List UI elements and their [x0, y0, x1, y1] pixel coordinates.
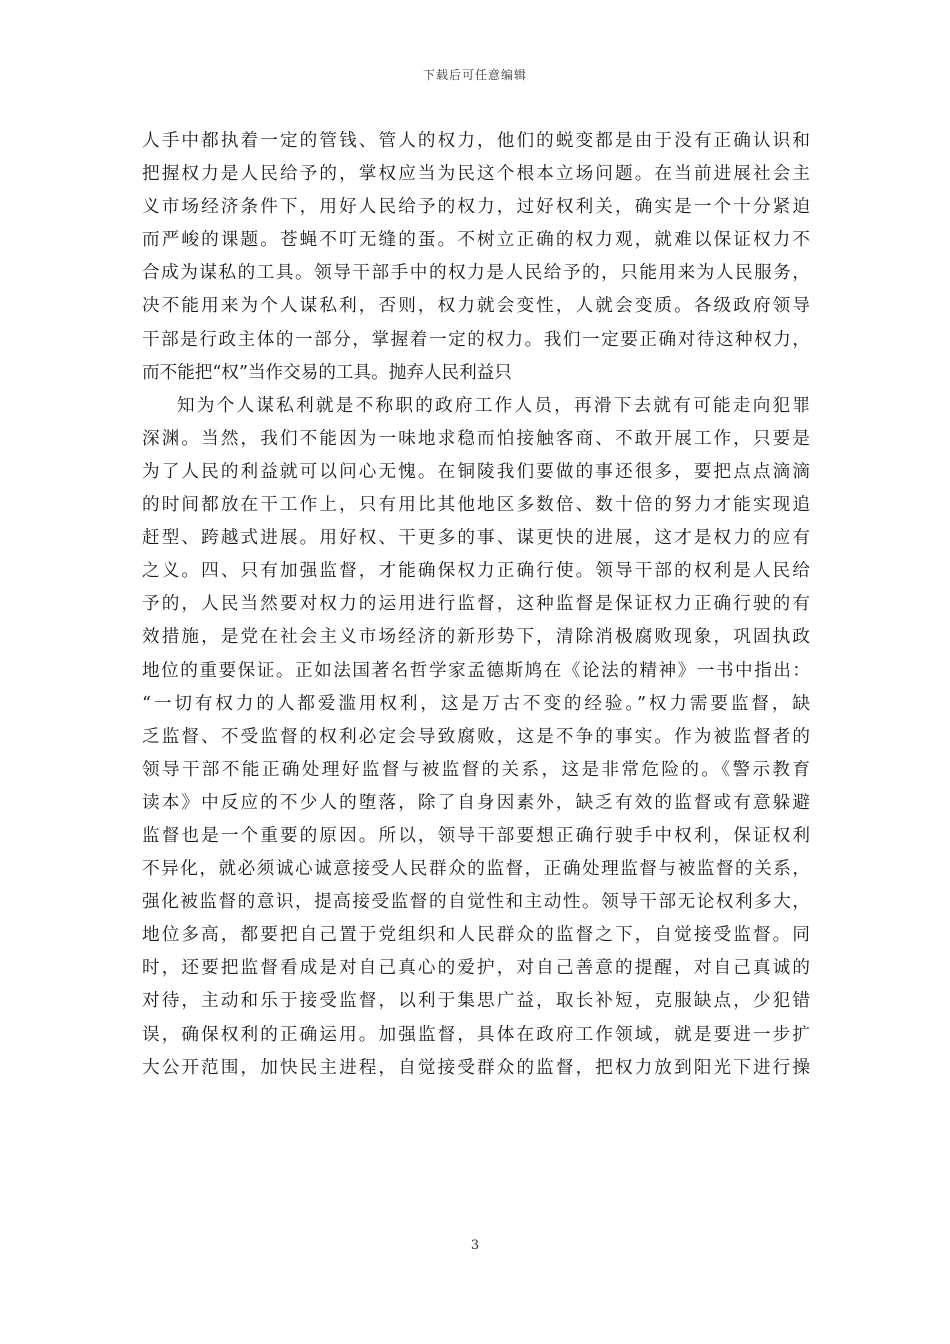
text-line: 大公开范围，加快民主进程，自觉接受群众的监督，把权力放到阳光下进行操	[142, 1057, 810, 1078]
text-line: 深渊。当然，我们不能因为一味地求稳而怕接触客商、不敢开展工作，只要是	[142, 428, 810, 449]
text-line: 把握权力是人民给予的，掌权应当为民这个根本立场问题。在当前进展社会主	[142, 164, 810, 185]
text-line: 义市场经济条件下，用好人民给予的权力，过好权利关，确实是一个十分紧迫	[142, 197, 810, 218]
paragraph-first-line: 知为个人谋私利就是不称职的政府工作人员，再滑下去就有可能走向犯罪	[177, 395, 810, 416]
text-line: 时，还要把监督看成是对自己真心的爱护，对自己善意的提醒，对自己真诚的	[142, 958, 810, 979]
text-line: 监督也是一个重要的原因。所以，领导干部要想正确行驶手中权利，保证权利	[142, 825, 810, 846]
text-line: 为了人民的利益就可以问心无愧。在铜陵我们要做的事还很多，要把点点滴滴	[142, 461, 810, 482]
text-line: 人手中都执着一定的管钱、管人的权力，他们的蜕变都是由于没有正确认识和	[142, 131, 810, 151]
text-line: 赶型、跨越式进展。用好权、干更多的事、谋更快的进展，这才是权力的应有	[142, 528, 810, 549]
text-line: 乏监督、不受监督的权利必定会导致腐败，这是不争的事实。作为被监督者的	[142, 726, 810, 747]
text-line: 合成为谋私的工具。领导干部手中的权力是人民给予的，只能用来为人民服务，	[142, 263, 810, 284]
text-line: 予的，人民当然要对权力的运用进行监督，这种监督是保证权力正确行驶的有	[142, 594, 810, 615]
text-line: 领导干部不能正确处理好监督与被监督的关系，这是非常危险的。《警示教育	[142, 759, 810, 780]
text-line: “一切有权力的人都爱滥用权利，这是万古不变的经验。”权力需要监督，缺	[142, 693, 810, 714]
text-line: 地位多高，都要把自己置于党组织和人民群众的监督之下，自觉接受监督。同	[142, 925, 810, 946]
text-line: 误，确保权利的正确运用。加强监督，具体在政府工作领域，就是要进一步扩	[142, 1024, 810, 1045]
text-line: 读本》中反应的不少人的堕落，除了自身因素外，缺乏有效的监督或有意躲避	[142, 792, 810, 813]
text-line: 决不能用来为个人谋私利，否则，权力就会变性，人就会变质。各级政府领导	[142, 296, 810, 317]
text-line: 不异化，就必须诚心诚意接受人民群众的监督，正确处理监督与被监督的关系，	[142, 859, 810, 880]
text-line: 地位的重要保证。正如法国著名哲学家孟德斯鸠在《论法的精神》一书中指出：	[142, 660, 810, 681]
text-line: 的时间都放在干工作上，只有用比其他地区多数倍、数十倍的努力才能实现追	[142, 495, 810, 516]
text-line: 强化被监督的意识，提高接受监督的自觉性和主动性。领导干部无论权利多大，	[142, 892, 810, 913]
text-line: 而严峻的课题。苍蝇不叮无缝的蛋。不树立正确的权力观，就难以保证权力不	[142, 230, 810, 251]
document-body	[142, 125, 810, 1085]
text-line: 之义。四、只有加强监督，才能确保权力正确行使。领导干部的权利是人民给	[142, 561, 810, 582]
text-line: 干部是行政主体的一部分，掌握着一定的权力。我们一定要正确对待这种权力，	[142, 329, 810, 350]
text-line: 对待，主动和乐于接受监督，以利于集思广益，取长补短，克服缺点，少犯错	[142, 991, 810, 1012]
text-line: 效措施，是党在社会主义市场经济的新形势下，清除消极腐败现象，巩固执政	[142, 627, 810, 648]
page-number: 3	[470, 1238, 480, 1253]
page-header: 下载后可任意编辑	[422, 68, 527, 82]
text-line: 而不能把“权”当作交易的工具。抛弃人民利益只	[142, 362, 512, 383]
